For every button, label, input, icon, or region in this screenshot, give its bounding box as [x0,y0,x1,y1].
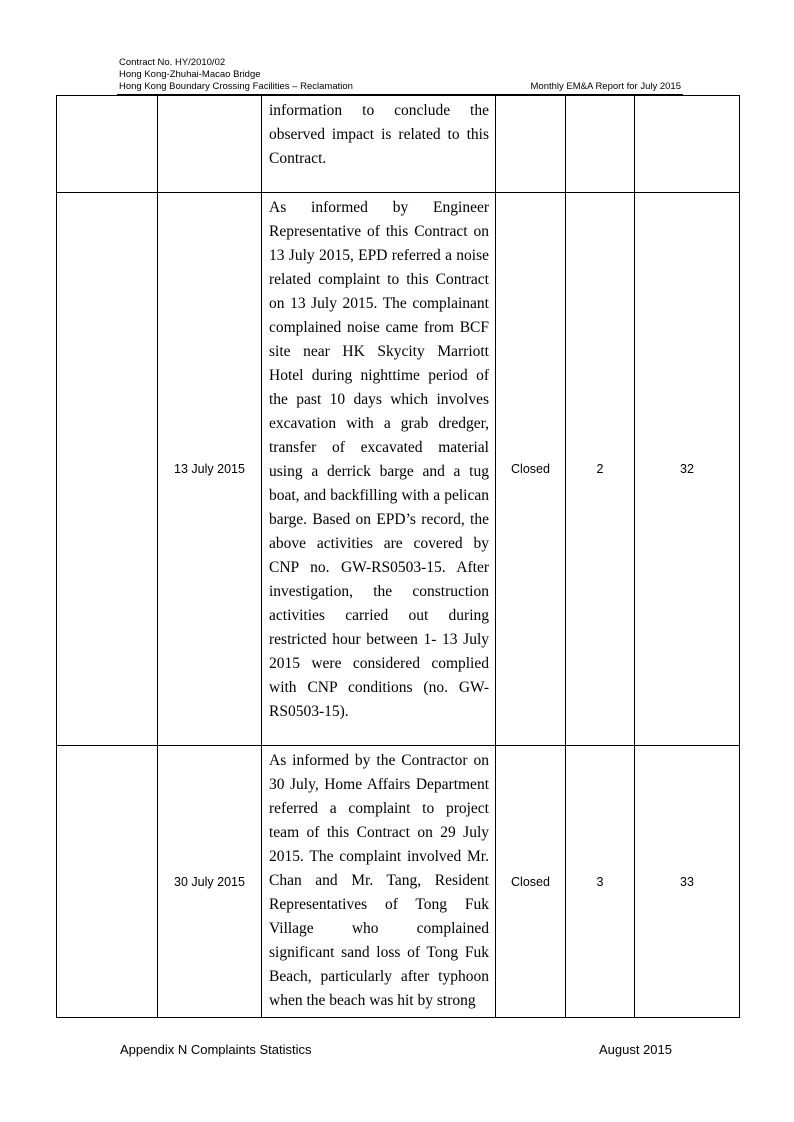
report-title: Monthly EM&A Report for July 2015 [530,81,681,92]
footer-date: August 2015 [598,1042,672,1057]
description-cell: As informed by the Contractor on 30 July, Home Affairs Department referred a complaint to project team of this Contract on 29 July 2015. The complaint involved Mr. Chan and Mr. Tang, Resident Representatives of Tong Fuk Village who complained significant sand loss of Tong Fuk Beach, particularly after typhoon when the beach was hit by strong [262,746,496,1018]
table-row [57,96,740,193]
empty-cell [57,746,158,1018]
count-cell: 2 [566,193,635,746]
date-cell [158,96,262,193]
facility-name: Hong Kong Boundary Crossing Facilities – Reclamation [119,81,353,92]
date-cell: 13 July 2015 [158,193,262,746]
header-row [119,81,681,93]
cumulative-cell: 33 [635,746,740,1018]
table-row [57,193,740,746]
status-cell [496,96,566,193]
table-row [57,746,740,1018]
empty-cell [57,193,158,746]
page-header [119,57,681,93]
complaints-table [56,95,740,1018]
status-cell: Closed [496,746,566,1018]
status-cell: Closed [496,193,566,746]
page-footer [120,1042,672,1057]
description-cell: As informed by Engineer Representative of this Contract on 13 July 2015, EPD referred a noise related complaint to this Contract on 13 July 2015. The complainant complained noise came from BCF site near HK Skycity Marriott Hotel during nighttime period of the past 10 days which involves excavation with a grab dredger, transfer of excavated material using a derrick barge and a tug boat, and backfilling with a pelican barge. Based on EPD’s record, the above activities are covered by CNP no. GW-RS0503-15. After investigation, the construction activities carried out during restricted hour between 1- 13 July 2015 were considered complied with CNP conditions (no. GW-RS0503-15). [262,193,496,746]
project-name: Hong Kong-Zhuhai-Macao Bridge [119,69,261,80]
contract-number: Contract No. HY/2010/02 [119,57,226,68]
description-cell: information to conclude the observed impact is related to this Contract. [262,96,496,193]
appendix-title: Appendix N Complaints Statistics [120,1042,312,1057]
count-cell [566,96,635,193]
empty-cell [57,96,158,193]
cumulative-cell [635,96,740,193]
date-cell: 30 July 2015 [158,746,262,1018]
cumulative-cell: 32 [635,193,740,746]
count-cell: 3 [566,746,635,1018]
